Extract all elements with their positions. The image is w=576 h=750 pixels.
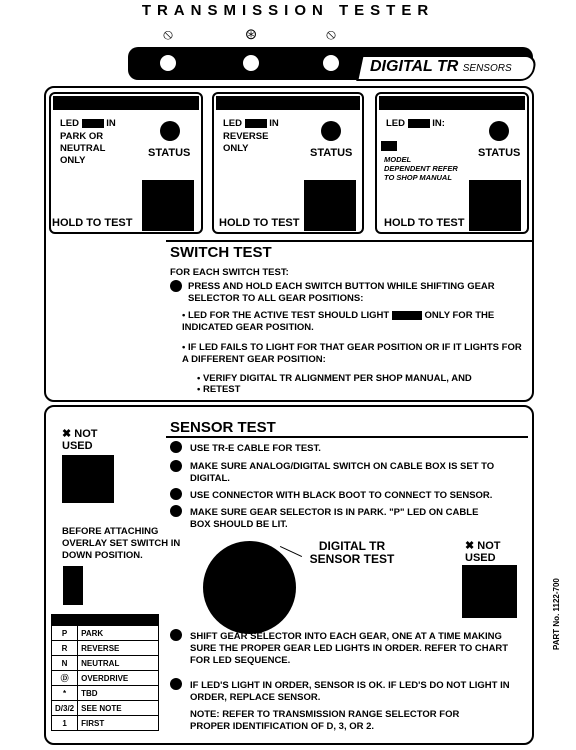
hold-to-test-button[interactable] <box>304 180 356 231</box>
indicator-led-1 <box>158 53 178 73</box>
table-row: * TBD <box>52 686 159 701</box>
panel-desc: PARK OR NEUTRAL ONLY <box>60 131 106 166</box>
status-led <box>160 121 180 141</box>
panel-desc: MODEL DEPENDENT REFER TO SHOP MANUAL <box>384 155 458 182</box>
table-row: N NEUTRAL <box>52 656 159 671</box>
bullet <box>170 488 182 500</box>
hold-to-test-button[interactable] <box>469 180 521 231</box>
indicator-led-2 <box>241 53 261 73</box>
model-led-marker <box>381 141 397 151</box>
bullet <box>170 441 182 453</box>
indicator-led-3 <box>321 53 341 73</box>
hold-label: HOLD TO TEST <box>219 217 300 229</box>
status-label: STATUS <box>310 147 353 159</box>
switch-test-sub2b: • RETEST <box>197 384 241 395</box>
switch-test-step1: PRESS AND HOLD EACH SWITCH BUTTON WHILE SHIFTING GEAR SELECTOR TO ALL GEAR POSITIONS: <box>188 281 495 304</box>
slashed-circle-icon: ⦸ <box>326 26 336 43</box>
bullet <box>170 280 182 292</box>
bullet <box>170 629 182 641</box>
sensor-step-3: USE CONNECTOR WITH BLACK BOOT TO CONNECT TO SENSOR. <box>190 490 493 501</box>
table-row: 1 FIRST <box>52 716 159 731</box>
connector-label: DIGITAL TR SENSOR TEST <box>309 539 395 566</box>
status-led <box>489 121 509 141</box>
bullet <box>170 505 182 517</box>
panel-led-label: LED IN: <box>386 118 445 129</box>
not-used-left-label: ✖ NOT USED <box>62 428 98 452</box>
sensor-note: NOTE: REFER TO TRANSMISSION RANGE SELECTOR FOR PROPER IDENTIFICATION OF D, 3, OR 2. <box>190 709 460 732</box>
status-label: STATUS <box>478 147 521 159</box>
panel-led-label: LED IN <box>60 118 116 129</box>
hold-label: HOLD TO TEST <box>52 217 133 229</box>
brand-label: DIGITAL TR SENSORS <box>370 58 512 75</box>
switch-test-sub1: • LED FOR THE ACTIVE TEST SHOULD LIGHT ONLY FOR THE INDICATED GEAR POSITION. <box>182 310 495 333</box>
divider <box>166 436 528 438</box>
sensor-connector[interactable] <box>203 541 296 634</box>
table-row: R REVERSE <box>52 641 159 656</box>
panel-desc: REVERSE ONLY <box>223 131 269 154</box>
not-used-right-label: ✖ NOT USED <box>465 540 501 564</box>
overlay-note: BEFORE ATTACHING OVERLAY SET SWITCH IN DOWN POSITION. <box>62 526 181 561</box>
sensor-step-6: IF LED'S LIGHT IN ORDER, SENSOR IS OK. IF LED'S DO NOT LIGHT IN ORDER, REPLACE SENSOR. <box>190 680 510 703</box>
sensor-step-5: SHIFT GEAR SELECTOR INTO EACH GEAR, ONE AT A TIME MAKING SURE THE PROPER GEAR LED LIGHTS IN ORDER. REFER TO CHART FOR LED SEQUENCE. <box>190 631 509 666</box>
overlay-switch[interactable] <box>63 566 83 605</box>
dot-circle-icon: ⊛ <box>244 26 258 43</box>
sensor-step-1: USE TR-E CABLE FOR TEST. <box>190 443 321 454</box>
sensor-step-2: MAKE SURE ANALOG/DIGITAL SWITCH ON CABLE BOX IS SET TO DIGITAL. <box>190 461 495 484</box>
table-row: P PARK <box>52 626 159 641</box>
sensor-step-4: MAKE SURE GEAR SELECTOR IS IN PARK. "P" LED ON CABLE BOX SHOULD BE LIT. <box>190 507 479 530</box>
status-label: STATUS <box>148 147 191 159</box>
led-legend-table <box>51 614 159 731</box>
legend-header <box>52 615 159 626</box>
table-row: D/3/2 SEE NOTE <box>52 701 159 716</box>
panel-led-label: LED IN <box>223 118 279 129</box>
hold-label: HOLD TO TEST <box>384 217 465 229</box>
switch-test-sub2a: • VERIFY DIGITAL TR ALIGNMENT PER SHOP MANUAL, AND <box>197 373 472 384</box>
status-led <box>321 121 341 141</box>
page-title: TRANSMISSION TESTER <box>141 2 435 19</box>
switch-test-heading: SWITCH TEST <box>170 244 272 261</box>
unused-button-right[interactable] <box>462 565 517 618</box>
bullet <box>170 678 182 690</box>
table-row: Ⓓ OVERDRIVE <box>52 671 159 686</box>
part-number: PART No. 1122-700 <box>552 578 561 650</box>
switch-test-intro: FOR EACH SWITCH TEST: <box>170 267 289 278</box>
slashed-circle-icon: ⦸ <box>163 26 173 43</box>
hold-to-test-button[interactable] <box>142 180 194 231</box>
bullet <box>170 460 182 472</box>
divider <box>166 240 534 242</box>
switch-test-sub2: • IF LED FAILS TO LIGHT FOR THAT GEAR POSITION OR IF IT LIGHTS FOR A DIFFERENT GEAR POSITION: <box>182 342 522 365</box>
unused-button-left[interactable] <box>62 455 114 503</box>
sensor-test-heading: SENSOR TEST <box>170 419 276 436</box>
